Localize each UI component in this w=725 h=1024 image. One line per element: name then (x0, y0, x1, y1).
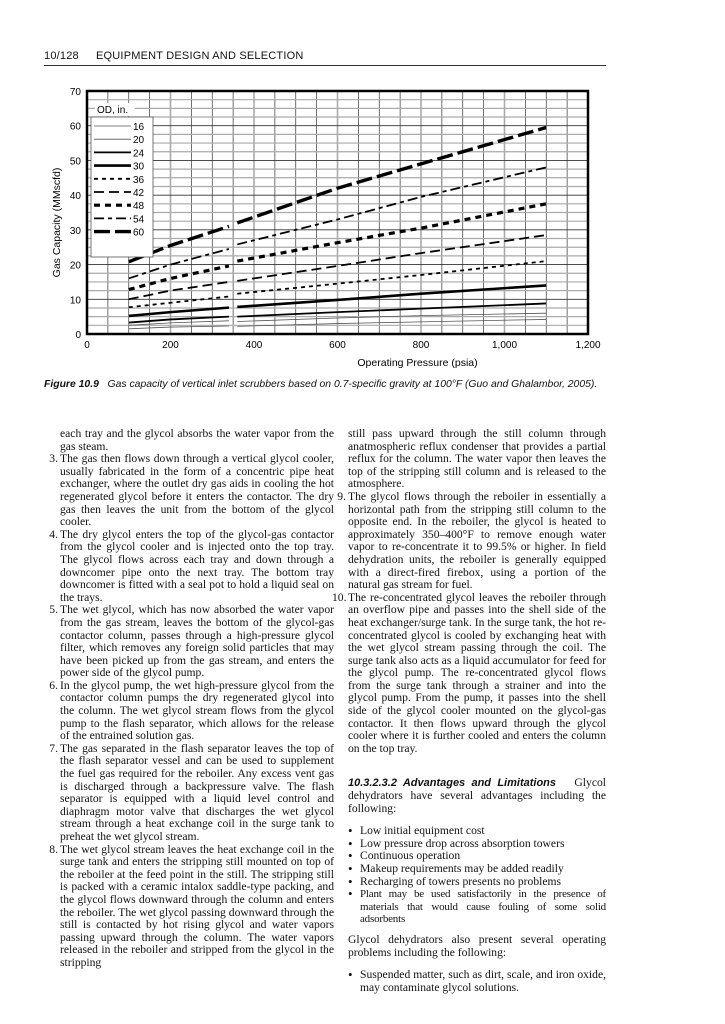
list-item: 7. The gas separated in the flash separator leaves the top of the flash separator vessel and can be used to supplement the fuel gas required for the reboiler. Any excess vent gas is discharged through a backpressure valve. The flash separator is equipped with a liquid level control and diaphragm motor valve that discharges the wet glycol stream through a heat exchange coil in the surge tank to preheat the wet glycol stream. (49, 741, 334, 843)
series-line-36 (129, 297, 229, 308)
section-advantages (348, 777, 606, 994)
y-axis-label: Gas Capacity (MMscfd) (51, 167, 63, 278)
legend-label: 16 (133, 122, 145, 133)
legend-label: 24 (133, 148, 145, 160)
chapter-title: EQUIPMENT DESIGN AND SELECTION (96, 50, 304, 62)
figure-chart (0, 80, 725, 370)
figure-caption (44, 378, 624, 391)
y-tick-label: 60 (69, 121, 81, 133)
x-axis-label: Operating Pressure (psia) (357, 357, 478, 369)
legend-label: 60 (133, 227, 145, 239)
y-tick-label: 50 (69, 156, 81, 168)
page-number: 10/128 (44, 50, 79, 62)
legend-label: 20 (133, 135, 145, 147)
list-item: 10. The re-concentrated glycol leaves the reboiler through an overflow pipe and passes into the shell side of the heat exchanger/surge tank. In the surge tank, the hot re-concentrated glycol is cooled by exchanging heat with the wet glycol stream passing through the coil. The surge tank also acts as a liquid accumulator for feed for the glycol pump. The re-concentrated glycol flows from the surge tank through a strainer and into the glycol pump. From the pump, it passes into the shell side of the glycol cooler mounted on the glycol-gas contactor. It then flows upward through the glycol cooler where it is further cooled and enters the column on the top tray. (332, 590, 606, 755)
legend-label: 48 (133, 201, 145, 213)
series-line-30 (129, 308, 229, 316)
running-head (44, 50, 606, 66)
list-item: 3. The gas then flows down through a vertical glycol cooler, usually fabricated in the form of a concentric pipe heat exchanger, where the outlet dry gas aids in cooling the hot regenerated glycol before it enters the contactor. The dry gas then leaves the unit from the bottom of the glycol cooler. (49, 452, 334, 529)
legend-title: OD, in. (97, 105, 129, 116)
x-tick-label: 200 (162, 340, 179, 351)
legend-label: 36 (133, 174, 145, 186)
bullet-item: • Suspended matter, such as dirt, scale, and iron oxide, may contaminate glycol solutions. (348, 969, 606, 994)
list-item: 4. The dry glycol enters the top of the glycol-gas contactor from the glycol cooler and is injected onto the top tray. The glycol flows across each tray and down through a downcomer pipe onto the next tray. The bottom tray downcomer is fitted with a seal pot to hold a liquid seal on the trays. (49, 527, 334, 604)
x-tick-label: 800 (412, 340, 430, 351)
legend-label: 54 (133, 214, 145, 226)
series-line-42 (237, 235, 546, 281)
x-tick-label: 1,000 (491, 340, 518, 351)
limitations-intro: Glycol dehydrators also present several operating problems including the following: (348, 932, 606, 959)
list-item: 8. The wet glycol stream leaves the heat exchange coil in the surge tank and enters the stripping still mounted on top of the reboiler at the feed point in the still. The stripping still is packed with a ceramic intalox saddle-type packing, and the glycol flows downward through the column and enters the reboiler. The wet glycol passing downward through the still is contacted by hot rising glycol and water vapors passing upward through the column. The water vapors released in the reboiler and stripped from the glycol in the stripping (49, 842, 334, 969)
bullet-item: • Makeup requirements may be added readily (348, 863, 606, 876)
series-line-24 (237, 303, 546, 316)
series-line-60 (237, 127, 546, 222)
gas-capacity-chart (0, 80, 725, 370)
legend-label: 42 (133, 188, 145, 199)
y-tick-label: 30 (69, 225, 81, 237)
paragraph-continuation: still pass upward through the still column through anatmospheric reflux condenser that provides a partial reflux for the column. The water vapor then leaves the top of the stripping still column and is released to the atmosphere. (348, 427, 606, 491)
section-heading: 10.3.2.3.2 Advantages and Limitations (348, 777, 556, 790)
series-line-48 (129, 266, 229, 290)
y-tick-label: 40 (69, 191, 81, 203)
x-tick-label: 400 (245, 340, 263, 351)
figure-label: Figure 10.9 (44, 379, 99, 390)
list-item: 5. The wet glycol, which has now absorbed the water vapor from the gas stream, leaves the bottom of the glycol-gas contactor column, passes through a high-pressure glycol filter, which removes any foreign solid particles that may have been picked up from the gas stream, and enters the power side of the glycol pump. (49, 603, 334, 680)
bullet-item: • Low pressure drop across absorption towers (348, 838, 606, 851)
paragraph-continuation: each tray and the glycol absorbs the water vapor from the gas steam. (60, 427, 334, 453)
legend-label: 30 (133, 161, 145, 173)
bullet-item: • Plant may be used satisfactorily in the presence of materials that would cause fouling of some solid adsorbents (348, 888, 606, 926)
section-intro: Glycol dehydrators have several advantages including the following: (348, 776, 606, 815)
advantages-list (348, 825, 606, 926)
limitations-list (348, 969, 606, 994)
list-item: 9. The glycol flows through the reboiler in essentially a horizontal path from the stripping still column to the opposite end. In the reboiler, the glycol is heated to approximately 350–400°F to remove enough water vapor to re-concentrate it to 99.5% or higher. In field dehydration units, the reboiler is generally equipped with a direct-fired firebox, using a portion of the natural gas stream for fuel. (337, 489, 606, 592)
figure-caption-text: Gas capacity of vertical inlet scrubbers based on 0.7-specific gravity at 100°F (Guo and Ghalambor, 2005). (107, 379, 598, 390)
x-tick-label: 600 (329, 340, 346, 351)
x-tick-label: 1,200 (575, 340, 601, 351)
right-column (332, 427, 606, 1002)
list-item: 6. In the glycol pump, the wet high-pressure glycol from the contactor column pumps the dry regenerated glycol into the column. The wet glycol stream flows from the glycol pump to the flash separator, which allows for the release of the entrained solution gas. (49, 678, 334, 743)
y-tick-label: 0 (75, 330, 81, 341)
bullet-item: • Recharging of towers presents no problems (348, 876, 606, 889)
left-column (49, 427, 334, 970)
bullet-item: • Low initial equipment cost (348, 825, 606, 838)
y-tick-label: 10 (69, 295, 81, 307)
x-tick-label: 0 (84, 340, 90, 351)
y-tick-label: 20 (69, 260, 81, 272)
bullet-item: • Continuous operation (348, 850, 606, 863)
series-line-16 (129, 326, 229, 329)
series-line-30 (237, 285, 546, 307)
y-tick-label: 70 (69, 87, 81, 98)
